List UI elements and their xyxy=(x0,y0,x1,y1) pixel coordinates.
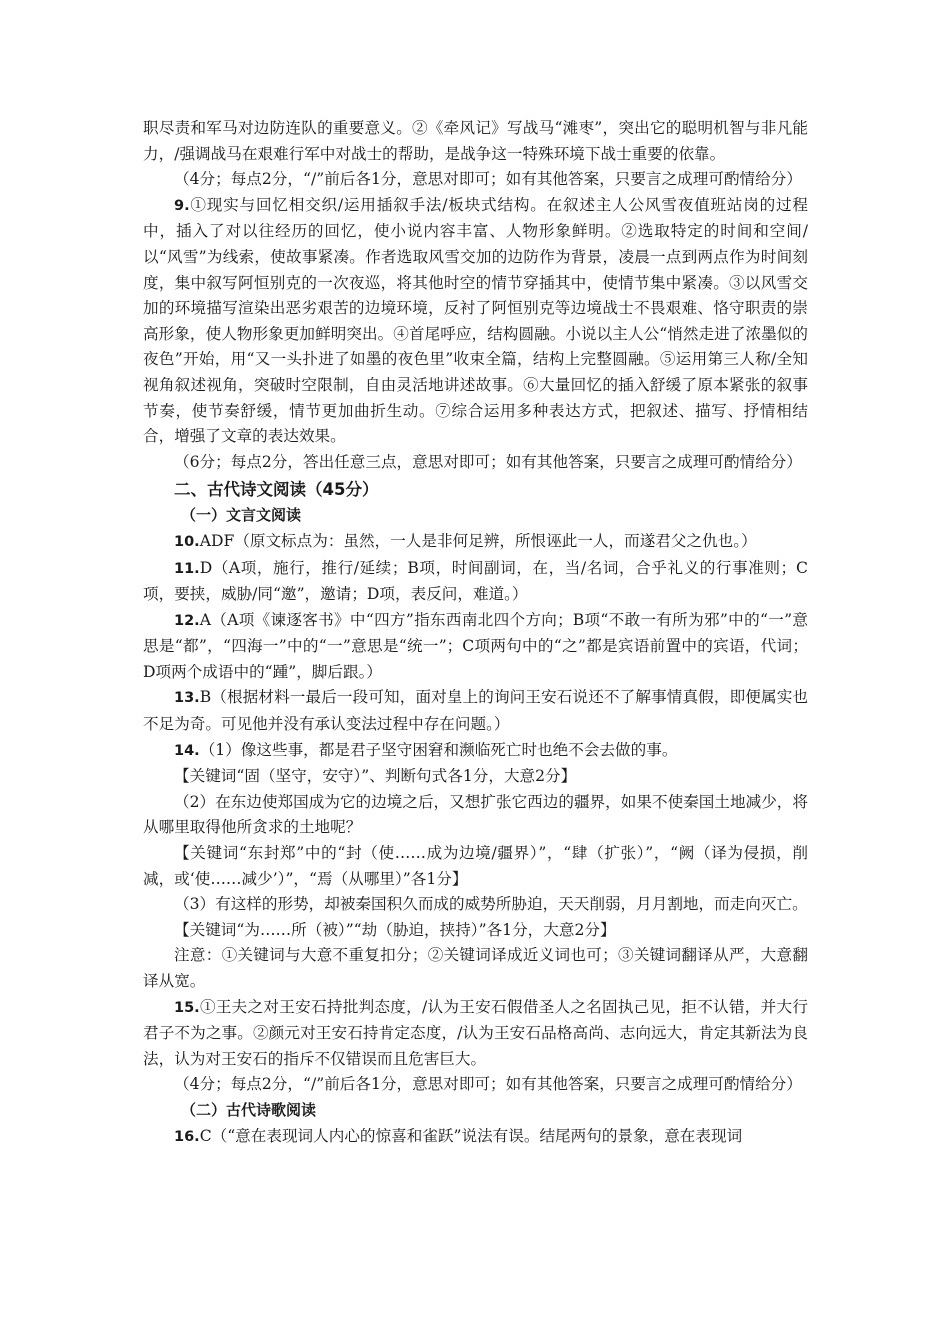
paragraph: 职尽责和军马对边防连队的重要意义。②《牵风记》写战马“滩枣”，突出它的聪明机智与非凡能力，/强调战马在艰难行军中对战士的帮助，是战争这一特殊环境下战士重要的依靠。 xyxy=(143,119,808,163)
question-number: 15. xyxy=(174,999,200,1016)
paragraph: 【关键词“为……所（被）”“劫（胁迫，挟持）”各1分，大意2分】 xyxy=(174,920,616,939)
paragraph: 【关键词“东封郑”中的“封（使……成为边境/疆界）”，“肆（扩张）”，“阙（译为侵损，削减，或‘使……减少’）”，“焉（从哪里）”各1分】 xyxy=(143,844,808,888)
paragraph: （4分；每点2分，“/”前后各1分，意思对即可；如有其他答案，只要言之成理可酌情给分） xyxy=(174,170,802,189)
subsection-heading: （一）文言文阅读 xyxy=(181,506,302,525)
paragraph: 注意：①关键词与大意不重复扣分；②关键词译成近义词也可；③关键词翻译从严，大意翻译从宽。 xyxy=(143,946,808,990)
answer-text: B（根据材料一最后一段可知，面对皇上的询问王安石说还不了解事情真假，即便属实也不足为奇。可见他并没有承认变法过程中存在问题。） xyxy=(143,688,808,734)
answer-text: ADF（原文标点为：虽然，一人是非何足辨，所恨诬此一人，而遂君父之仇也。） xyxy=(199,531,757,550)
question-number: 9. xyxy=(174,197,190,214)
paragraph: （6分；每点2分，答出任意三点，意思对即可；如有其他答案，只要言之成理可酌情给分） xyxy=(174,452,802,471)
paragraph: （2）在东边使郑国成为它的边境之后，又想扩张它西边的疆界，如果不使秦国土地减少，将从哪里取得他所贪求的土地呢？ xyxy=(143,792,808,837)
answer-text: ①王夫之对王安石持批判态度，/认为王安石假借圣人之名固执己见，拒不认错，并大行君子不为之事。②颜元对王安石持肯定态度，/认为王安石品格高尚、志向远大，肯定其新法为良法，认为对王安石的指斥不仅错误而且危害巨大。 xyxy=(143,997,808,1068)
answer-text: D（A项，施行，推行/延续；B项，时间副词，在，当/名词，合乎礼义的行事准则；C项，要挟，威胁/同“邀”，邀请；D项，表反问，难道。） xyxy=(143,558,808,604)
answer-text: （1）像这些事，都是君子坚守困窘和濒临死亡时也绝不会去做的事。 xyxy=(199,740,678,759)
subsection-heading: （二）古代诗歌阅读 xyxy=(181,1100,317,1119)
answer-item xyxy=(143,1124,808,1151)
answer-item xyxy=(143,529,808,556)
answer-item xyxy=(143,685,808,737)
answer-item xyxy=(143,193,808,450)
paragraph: 【关键词“固（坚守，安守）”、判断句式各1分，大意2分】 xyxy=(174,767,577,786)
answer-text: C（“意在表现词人内心的惊喜和雀跃”说法有误。结尾两句的景象，意在表现词 xyxy=(199,1126,743,1145)
paragraph: （4分；每点2分，“/”前后各1分，意思对即可；如有其他答案，只要言之成理可酌情给分） xyxy=(174,1075,802,1094)
answer-item xyxy=(143,738,808,765)
question-number: 13. xyxy=(174,690,200,707)
question-number: 12. xyxy=(174,612,200,629)
question-number: 16. xyxy=(174,1128,200,1145)
answer-item xyxy=(143,608,808,686)
answer-text: A（A项《谏逐客书》中“四方”指东西南北四个方向；B项“不敢一有所为邪”中的“一”意思是“都”，“四海一”中的“一”意思是“统一”；C项两句中的“之”都是宾语前置中的宾语，代词；D项两个成语中的“踵”，脚后跟。） xyxy=(143,610,808,681)
question-number: 14. xyxy=(174,742,200,759)
answer-text: ①现实与回忆相交织/运用插叙手法/板块式结构。在叙述主人公风雪夜值班站岗的过程中，插入了对以往经历的回忆，使小说内容丰富、人物形象鲜明。②选取特定的时间和空间/以“风雪”为线索，使故事紧凑。作者选取风雪交加的边防作为背景，凌晨一点到两点作为时间刻度，集中叙写阿恒别克的一次夜巡，将其他时空的情节穿插其中，使情节集中紧凑。③以风雪交加的环境描写渲染出恶劣艰苦的边境环境，反衬了阿恒别克等边境战士不畏艰难、恪守职责的崇高形象，使人物形象更加鲜明突出。④首尾呼应，结构圆融。小说以主人公“悄然走进了浓墨似的夜色”开始，用“又一头扑进了如墨的夜色里”收束全篇，结构上完整圆融。⑤运用第三人称/全知视角叙述视角，突破时空限制，自由灵活地讲述故事。⑥大量回忆的插入舒缓了原本紧张的叙事节奏，使节奏舒缓，情节更加曲折生动。⑦综合运用多种表达方式，把叙述、描写、抒情相结合，增强了文章的表达效果。 xyxy=(143,195,808,446)
answer-item xyxy=(143,995,808,1073)
answer-item xyxy=(143,556,808,608)
paragraph: （3）有这样的形势，却被秦国积久而成的威势所胁迫，天天削弱，月月割地，而走向灭亡。 xyxy=(174,895,808,914)
question-number: 10. xyxy=(174,533,200,550)
question-number: 11. xyxy=(174,560,200,577)
document-body xyxy=(143,116,808,1150)
section-heading: 二、古代诗文阅读（45分） xyxy=(174,480,379,500)
